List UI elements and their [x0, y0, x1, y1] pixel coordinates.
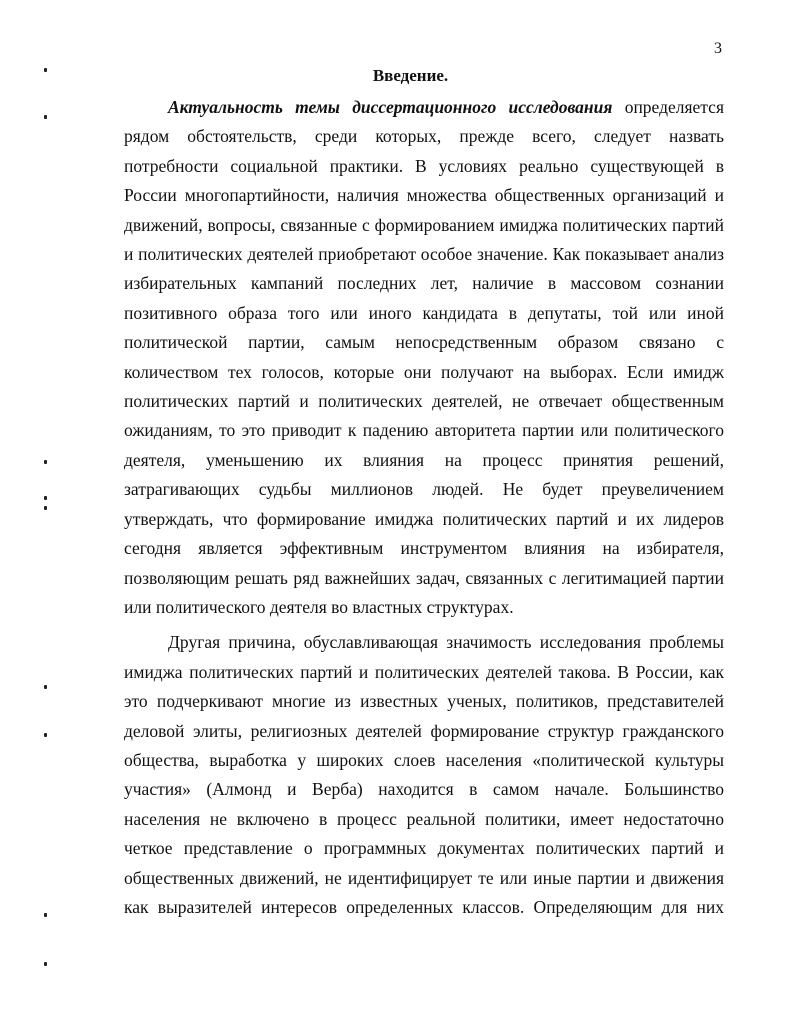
paragraph-1 — [124, 93, 724, 622]
scan-mark — [44, 506, 47, 510]
text-line: рядом обстоятельств, среди которых, прежде всего, следует назвать — [124, 126, 724, 147]
text-line: затрагивающих судьбы миллионов людей. Не будет преувеличением — [124, 479, 724, 500]
text-line: имиджа политических партий и политических деятелей такова. В России, как — [124, 661, 724, 682]
text-line: утверждать, что формирование имиджа политических партий и их лидеров — [124, 508, 724, 529]
text-line: деятеля, уменьшению их влияния на процесс принятия решений, — [124, 449, 724, 470]
text-line: движений, вопросы, связанные с формированием имиджа политических партий — [124, 214, 724, 235]
text-line: деловой элиты, религиозных деятелей формирование структур гражданского — [124, 720, 724, 741]
scan-mark — [44, 962, 47, 966]
scan-mark — [44, 496, 47, 500]
text-line: общества, выработка у широких слоев населения «политической культуры — [124, 749, 724, 770]
text-line: участия» (Алмонд и Верба) находится в самом начале. Большинство — [124, 779, 724, 800]
text-line: и политических деятелей приобретают особое значение. Как показывает анализ — [124, 244, 724, 265]
text-line: четкое представление о программных документах политических партий и — [124, 838, 724, 859]
text-line — [124, 93, 724, 122]
scan-mark — [44, 68, 47, 72]
scan-mark — [44, 685, 47, 689]
text-line: потребности социальной практики. В условиях реально существующей в — [124, 155, 724, 176]
text-line: количеством тех голосов, которые они получают на выборах. Если имидж — [124, 361, 724, 382]
page-number: 3 — [714, 40, 722, 57]
text-line: сегодня является эффективным инструментом влияния на избирателя, — [124, 538, 724, 559]
page-title: Введение. — [372, 66, 449, 85]
text-line: политических партий и политических деятелей, не отвечает общественным — [124, 391, 724, 412]
text-line: политической партии, самым непосредственным образом связано с — [124, 332, 724, 353]
text-line: России многопартийности, наличия множества общественных организаций и — [124, 185, 724, 206]
text-line: Другая причина, обуславливающая значимость исследования проблемы — [168, 632, 724, 653]
paragraph-2 — [124, 628, 724, 922]
text-line: это подчеркивают многие из известных ученых, политиков, представителей — [124, 691, 724, 712]
text-fragment: определяется — [624, 97, 724, 117]
lead-phrase: Актуальность темы диссертационного исследования — [168, 97, 613, 117]
document-body — [124, 93, 724, 922]
text-line: или политического деятеля во властных структурах. — [124, 596, 514, 617]
scan-mark — [44, 733, 47, 737]
text-line: позитивного образа того или иного кандидата в депутаты, той или иной — [124, 302, 724, 323]
text-line: ожиданиям, то это приводит к падению авторитета партии или политического — [124, 420, 724, 441]
text-line: избирательных кампаний последних лет, наличие в массовом сознании — [124, 273, 724, 294]
text-line: позволяющим решать ряд важнейших задач, связанных с легитимацией партии — [124, 567, 724, 588]
scan-mark — [44, 115, 47, 119]
scan-mark — [44, 460, 47, 464]
text-line: общественных движений, не идентифицирует те или иные партии и движения — [124, 867, 724, 888]
text-line: населения не включено в процесс реальной политики, имеет недостаточно — [124, 808, 724, 829]
text-line: как выразителей интересов определенных классов. Определяющим для них — [124, 896, 724, 917]
scan-mark — [44, 913, 47, 917]
